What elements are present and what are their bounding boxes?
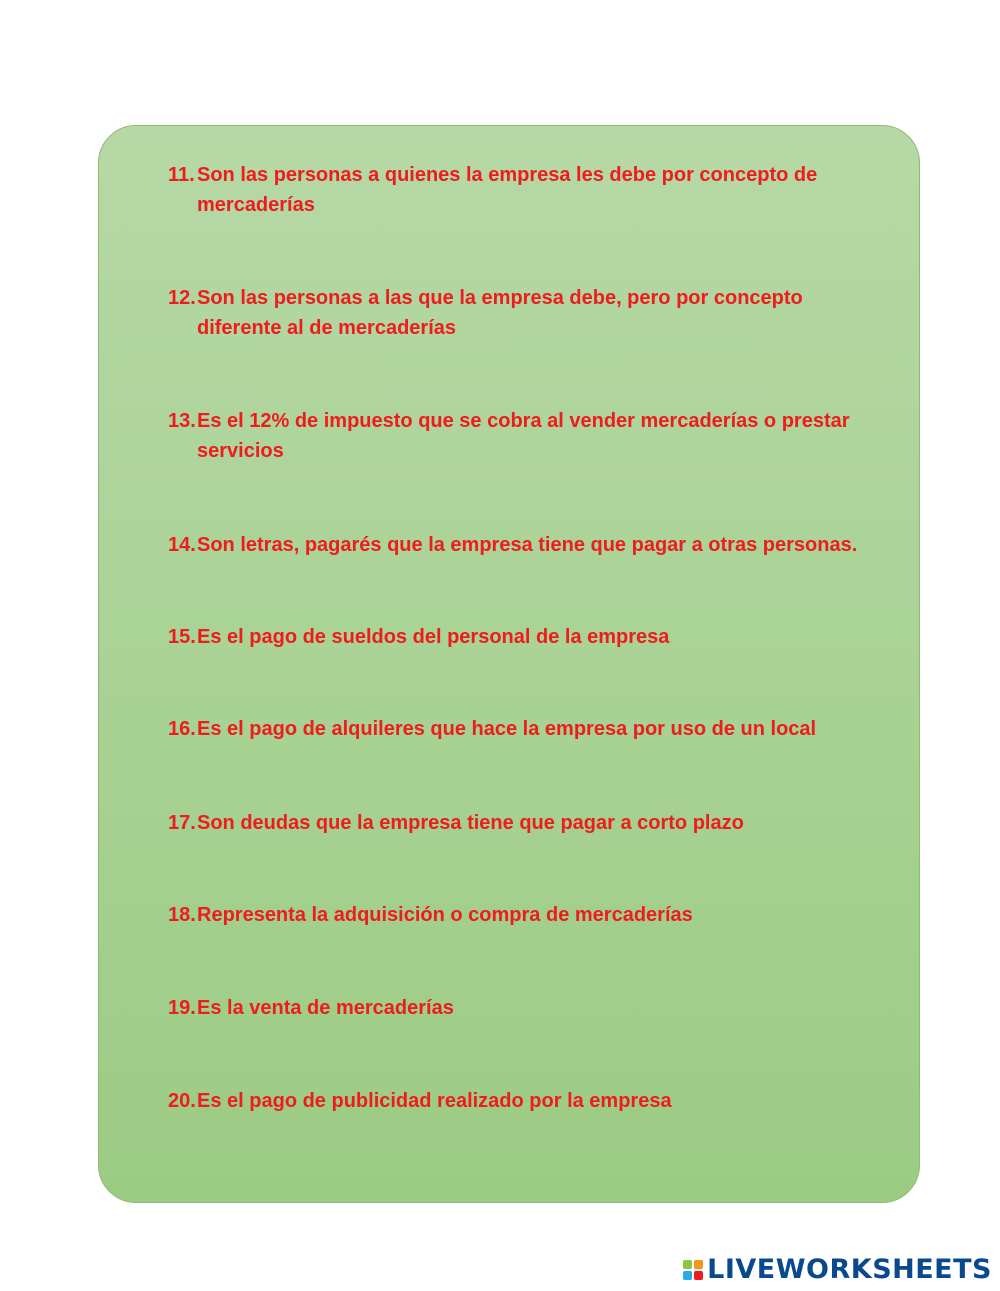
question-text: Son las personas a quienes la empresa les debe por concepto de mercaderías: [197, 164, 818, 216]
question-number: 20.: [168, 1090, 196, 1112]
question-14: [168, 530, 888, 560]
question-17: [168, 808, 868, 838]
question-text: Son letras, pagarés que la empresa tiene que pagar a otras personas.: [197, 534, 858, 556]
liveworksheets-logo-icon: [683, 1260, 703, 1280]
logo-square-blue: [683, 1271, 692, 1280]
question-number: 17.: [168, 812, 196, 834]
question-text: Son las personas a las que la empresa debe, pero por concepto diferente al de mercaderías: [197, 287, 803, 339]
question-11: [168, 160, 868, 220]
question-20: [168, 1086, 868, 1116]
question-number: 14.: [168, 534, 196, 556]
logo-square-green: [683, 1260, 692, 1269]
logo-square-orange: [694, 1260, 703, 1269]
logo-square-red: [694, 1271, 703, 1280]
logo-text: LIVEWORKSHEETS: [707, 1254, 992, 1285]
question-text: Es el pago de publicidad realizado por la empresa: [197, 1090, 672, 1112]
question-number: 18.: [168, 904, 196, 926]
question-number: 16.: [168, 718, 196, 740]
question-text: Representa la adquisición o compra de mercaderías: [197, 904, 693, 926]
question-number: 12.: [168, 287, 196, 309]
question-12: [168, 283, 868, 343]
question-number: 15.: [168, 626, 196, 648]
question-number: 11.: [168, 164, 195, 186]
question-text: Son deudas que la empresa tiene que pagar a corto plazo: [197, 812, 744, 834]
question-13: [168, 406, 868, 466]
question-16: [168, 714, 868, 744]
liveworksheets-logo[interactable]: [683, 1255, 992, 1285]
question-text: Es el 12% de impuesto que se cobra al vender mercaderías o prestar servicios: [197, 410, 850, 462]
question-text: Es el pago de sueldos del personal de la empresa: [197, 626, 670, 648]
question-18: [168, 900, 868, 930]
question-15: [168, 622, 868, 652]
question-number: 13.: [168, 410, 196, 432]
question-number: 19.: [168, 997, 196, 1019]
question-19: [168, 993, 868, 1023]
question-text: Es la venta de mercaderías: [197, 997, 454, 1019]
question-text: Es el pago de alquileres que hace la empresa por uso de un local: [197, 718, 817, 740]
